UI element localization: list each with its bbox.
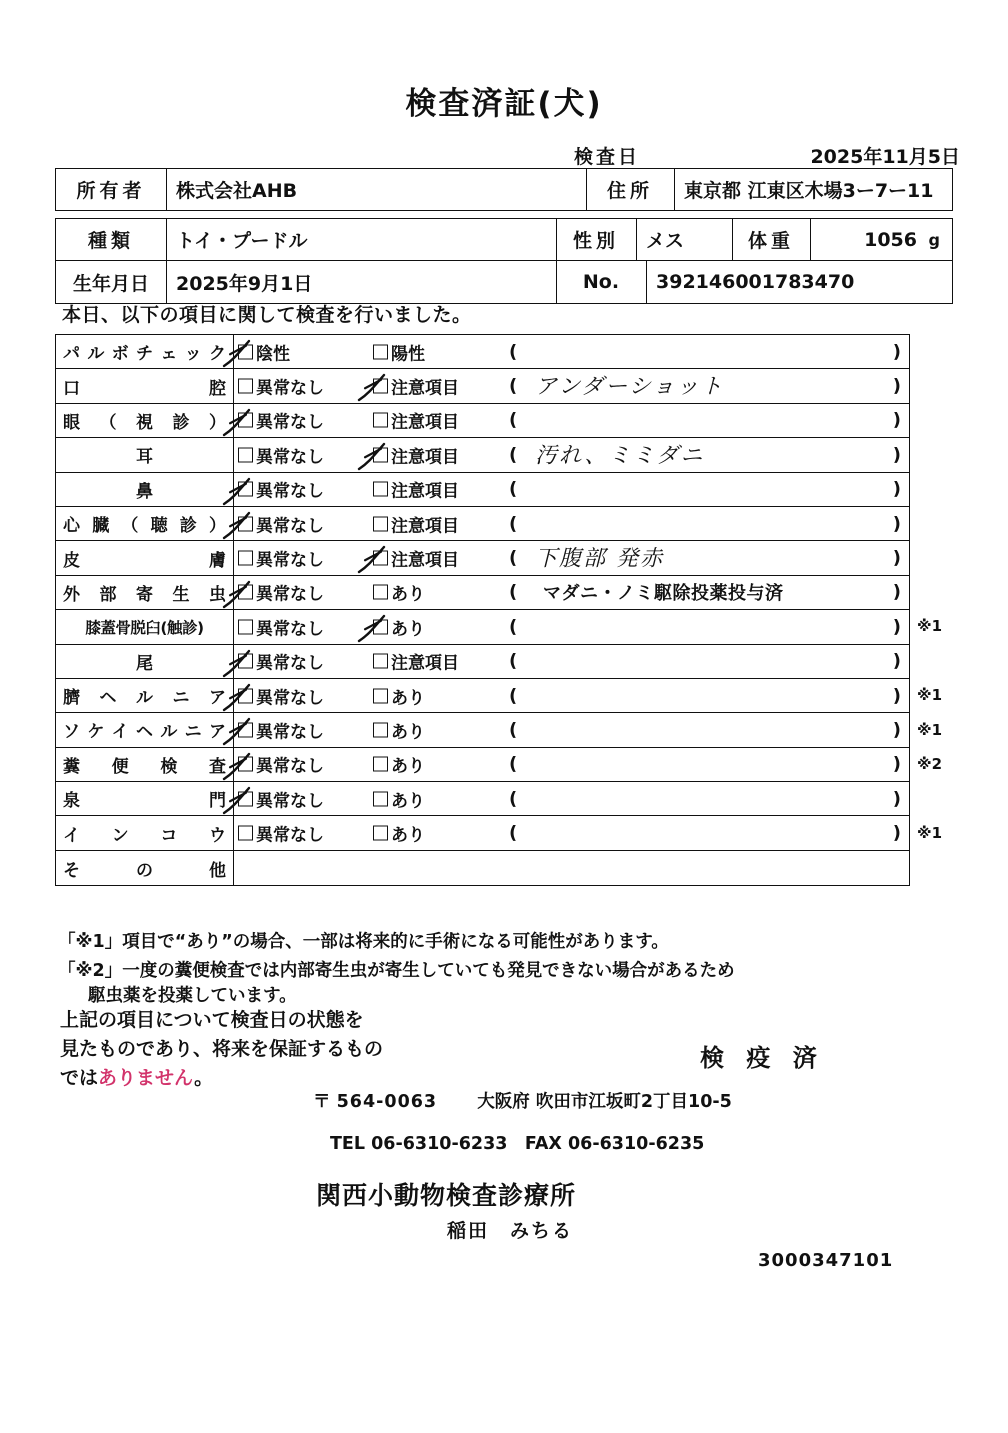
footnote-1: 「※1」項目で“あり”の場合、一部は将来的に手術になる可能性があります。	[58, 932, 669, 952]
disclaimer-line-3-suffix: 。	[194, 1067, 214, 1089]
checkbox-option-2[interactable]	[373, 580, 425, 605]
checkbox-option-2-label: 注意項目	[391, 516, 459, 537]
checkbox-icon[interactable]	[373, 619, 388, 634]
checklist-row	[56, 473, 909, 507]
checkbox-option-1[interactable]	[238, 408, 324, 433]
note-paren-right: )	[892, 753, 901, 775]
checkbox-icon[interactable]	[373, 722, 388, 737]
note-paren-left: (	[509, 478, 518, 500]
checkbox-icon[interactable]	[238, 551, 253, 566]
checklist-row	[56, 541, 909, 575]
checkbox-option-1[interactable]	[238, 614, 324, 639]
registration-no-label: No.	[582, 271, 620, 293]
note-paren-left: (	[509, 719, 518, 741]
note-paren-right: )	[892, 375, 901, 397]
serial-number: 3000347101	[758, 1250, 894, 1271]
checklist-row-label: 糞 便 検 査	[63, 756, 226, 777]
note-paren-left: (	[509, 513, 518, 535]
checklist-row-label: パ ル ボ チ ェ ッ ク	[63, 344, 226, 365]
checkbox-icon[interactable]	[238, 516, 253, 531]
weight-label: 体重	[747, 230, 794, 252]
checklist-row-label: 鼻	[136, 481, 153, 502]
note-paren-left: (	[509, 409, 518, 431]
checkbox-icon[interactable]	[238, 722, 253, 737]
owner-row	[55, 168, 953, 211]
birthdate-label: 生年月日	[72, 272, 149, 295]
checkbox-option-1-label: 異常なし	[256, 550, 324, 571]
exam-date-label: 検査日	[574, 146, 641, 168]
note-paren-left: (	[509, 788, 518, 810]
checklist-row-label: イ ン コ ウ	[63, 825, 226, 846]
note-paren-right: )	[892, 650, 901, 672]
note-paren-right: )	[892, 685, 901, 707]
checklist-row-label: 尾	[136, 653, 153, 674]
checklist-row	[56, 782, 909, 816]
checkbox-option-1-label: 異常なし	[256, 378, 324, 399]
checkbox-option-2-label: 注意項目	[391, 481, 459, 502]
disclaimer-line-3	[60, 1063, 213, 1090]
checkbox-icon[interactable]	[373, 413, 388, 428]
checkbox-option-2-label: あり	[391, 756, 425, 777]
owner-value: 株式会社AHB	[176, 180, 298, 202]
checklist-options	[233, 851, 909, 885]
checkbox-option-2[interactable]	[373, 649, 459, 674]
address-value: 東京都 江東区木場3ー7ー11	[684, 180, 934, 202]
checkbox-option-2-label: あり	[391, 584, 425, 605]
checklist-options	[233, 404, 909, 437]
note-paren-right: )	[892, 822, 901, 844]
inspection-checklist-table	[55, 334, 910, 886]
breed-label: 種類	[87, 230, 134, 252]
breed-value: トイ・プードル	[176, 230, 308, 252]
checkbox-icon[interactable]	[373, 447, 388, 462]
note-paren-right: )	[892, 478, 901, 500]
birthdate-value: 2025年9月1日	[176, 272, 313, 295]
checkbox-option-2[interactable]	[373, 374, 459, 399]
checkbox-option-1-label: 異常なし	[256, 481, 324, 502]
checklist-row	[56, 851, 909, 885]
checklist-options	[233, 782, 909, 815]
checklist-row-label: 口 腔	[63, 378, 226, 399]
weight-value: 1056	[864, 228, 917, 251]
clinic-postal-code: 564-0063	[336, 1092, 438, 1112]
checkbox-option-2[interactable]	[373, 442, 459, 467]
checkbox-option-1-label: 異常なし	[256, 516, 324, 537]
checklist-row	[56, 713, 909, 747]
checkbox-icon[interactable]	[238, 757, 253, 772]
checkbox-option-2[interactable]	[373, 717, 425, 742]
handwritten-note: 下腹部 発赤	[535, 546, 664, 572]
checklist-options	[233, 713, 909, 746]
note-paren-right: )	[892, 409, 901, 431]
checklist-options	[233, 576, 909, 609]
checkbox-option-2-label: 陽性	[391, 344, 425, 365]
checkbox-icon[interactable]	[373, 826, 388, 841]
checkbox-icon[interactable]	[238, 413, 253, 428]
clinic-name: 関西小動物検査診療所	[316, 1181, 577, 1210]
checklist-row-label: そ の 他	[63, 860, 226, 881]
checklist-row	[56, 369, 909, 403]
checkbox-option-1-label: 異常なし	[256, 722, 324, 743]
disclaimer-line-3-prefix: では	[60, 1067, 99, 1089]
checkbox-option-2[interactable]	[373, 408, 459, 433]
checklist-row-label: 膝蓋骨脱臼(触診)	[85, 618, 204, 637]
postal-mark-icon: 〒	[313, 1092, 331, 1112]
footnote-marker: ※1	[917, 720, 943, 739]
checkbox-icon[interactable]	[238, 379, 253, 394]
checklist-options	[233, 645, 909, 678]
checklist-options	[233, 507, 909, 540]
checklist-row-label: 泉 門	[63, 791, 226, 812]
checkbox-icon[interactable]	[373, 654, 388, 669]
checkbox-icon[interactable]	[238, 688, 253, 703]
footnote-marker: ※1	[917, 823, 943, 842]
checkbox-option-1[interactable]	[238, 339, 290, 364]
address-label: 住所	[606, 180, 653, 202]
checklist-row	[56, 645, 909, 679]
checkbox-option-1-label: 陰性	[256, 344, 290, 365]
checkbox-icon[interactable]	[238, 826, 253, 841]
checkbox-option-2-label: 注意項目	[391, 653, 459, 674]
checkbox-option-1[interactable]	[238, 511, 324, 536]
checklist-row	[56, 438, 909, 472]
checkbox-option-2-label: あり	[391, 619, 425, 640]
note-paren-left: (	[509, 753, 518, 775]
checklist-options	[233, 335, 909, 368]
checkbox-option-1[interactable]	[238, 477, 324, 502]
checkbox-option-2[interactable]	[373, 821, 425, 846]
checkbox-option-2-label: あり	[391, 791, 425, 812]
footnote-3: 駆虫薬を投薬しています。	[88, 986, 297, 1006]
note-paren-left: (	[509, 822, 518, 844]
checkbox-option-1-label: 異常なし	[256, 584, 324, 605]
checkbox-icon[interactable]	[238, 447, 253, 462]
printed-note: マダニ・ノミ駆除投薬投与済	[543, 583, 784, 605]
note-paren-right: )	[892, 788, 901, 810]
checkbox-icon[interactable]	[238, 482, 253, 497]
checklist-options	[233, 369, 909, 402]
checkbox-icon[interactable]	[373, 757, 388, 772]
checkbox-option-2-label: あり	[391, 825, 425, 846]
handwritten-note: アンダーショット	[535, 374, 725, 400]
exam-date-row	[560, 142, 960, 166]
note-paren-left: (	[509, 375, 518, 397]
checkbox-option-1[interactable]	[238, 442, 324, 467]
birthdate-row	[55, 261, 953, 304]
checkbox-icon[interactable]	[373, 585, 388, 600]
clinic-contact: TEL 06-6310-6233 FAX 06-6310-6235	[330, 1134, 705, 1154]
checklist-row-label: 耳	[136, 447, 153, 468]
checkbox-icon[interactable]	[238, 654, 253, 669]
checklist-row-label: 心 臓 （ 聴 診 ）	[63, 516, 226, 537]
checkbox-icon[interactable]	[373, 344, 388, 359]
checklist-row	[56, 576, 909, 610]
checkbox-option-2[interactable]	[373, 683, 425, 708]
checkbox-icon[interactable]	[373, 516, 388, 531]
quarantine-stamp: 検 疫 済	[700, 1044, 824, 1072]
checkbox-icon[interactable]	[373, 688, 388, 703]
checkbox-icon[interactable]	[373, 791, 388, 806]
checkbox-option-1-label: 異常なし	[256, 825, 324, 846]
note-paren-left: (	[509, 650, 518, 672]
checkbox-option-1[interactable]	[238, 580, 324, 605]
note-paren-left: (	[509, 616, 518, 638]
disclaimer-emphasis: ありません	[98, 1067, 195, 1089]
checkbox-icon[interactable]	[373, 551, 388, 566]
checkbox-icon[interactable]	[238, 585, 253, 600]
checkbox-option-1[interactable]	[238, 717, 324, 742]
checklist-options	[233, 610, 909, 643]
checkbox-option-1-label: 異常なし	[256, 412, 324, 433]
handwritten-note: 汚れ、ミミダニ	[535, 443, 705, 469]
checkbox-icon[interactable]	[373, 482, 388, 497]
disclaimer-line-2: 見たものであり、将来を保証するもの	[60, 1038, 384, 1060]
page-title: 検査済証(犬)	[405, 86, 603, 122]
checkbox-option-1-label: 異常なし	[256, 653, 324, 674]
owner-label: 所有者	[76, 180, 146, 202]
note-paren-right: )	[892, 581, 901, 603]
note-paren-right: )	[892, 547, 901, 569]
note-paren-right: )	[892, 513, 901, 535]
note-paren-left: (	[509, 685, 518, 707]
checkbox-option-1[interactable]	[238, 649, 324, 674]
note-paren-left: (	[509, 581, 518, 603]
checklist-options	[233, 541, 909, 574]
clinic-address-line	[313, 1088, 732, 1113]
intro-text: 本日、以下の項目に関して検査を行いました。	[62, 304, 472, 326]
checkbox-option-2-label: あり	[391, 722, 425, 743]
sex-label: 性別	[572, 230, 619, 252]
checkbox-option-2-label: 注意項目	[391, 550, 459, 571]
checklist-row-label: ソ ケ イ ヘ ル ニ ア	[63, 722, 226, 743]
checklist-options	[233, 473, 909, 506]
checkbox-option-2[interactable]	[373, 786, 425, 811]
note-paren-right: )	[892, 341, 901, 363]
footnote-marker: ※1	[917, 617, 943, 636]
checkbox-option-1-label: 異常なし	[256, 619, 324, 640]
checkbox-option-1[interactable]	[238, 683, 324, 708]
footnote-2: 「※2」一度の糞便検査では内部寄生虫が寄生していても発見できない場合があるため	[58, 961, 735, 981]
checkbox-icon[interactable]	[238, 344, 253, 359]
checkbox-option-2[interactable]	[373, 546, 459, 571]
footnote-marker: ※2	[917, 755, 943, 773]
checklist-row-label: 皮 膚	[63, 550, 226, 571]
checkbox-option-2-label: 注意項目	[391, 412, 459, 433]
checkbox-option-1-label: 異常なし	[256, 756, 324, 777]
note-paren-left: (	[509, 547, 518, 569]
checkbox-option-2[interactable]	[373, 511, 459, 536]
checklist-options	[233, 816, 909, 849]
checkbox-option-1[interactable]	[238, 786, 324, 811]
checkbox-option-2-label: あり	[391, 688, 425, 709]
checkbox-option-2[interactable]	[373, 752, 425, 777]
checklist-row	[56, 748, 909, 782]
checkbox-icon[interactable]	[373, 379, 388, 394]
checklist-row-label: 臍 ヘ ル ニ ア	[63, 688, 226, 709]
checklist-row	[56, 610, 909, 644]
checkbox-option-1[interactable]	[238, 374, 324, 399]
note-paren-right: )	[892, 719, 901, 741]
checkbox-option-2[interactable]	[373, 339, 425, 364]
note-paren-right: )	[892, 444, 901, 466]
disclaimer-line-1: 上記の項目について検査日の状態を	[60, 1009, 364, 1031]
checkbox-option-1-label: 異常なし	[256, 791, 324, 812]
checklist-row-label: 外 部 寄 生 虫	[63, 584, 226, 605]
checklist-row	[56, 404, 909, 438]
footnote-marker: ※1	[917, 686, 943, 705]
sex-value: メス	[646, 230, 685, 252]
info-table	[55, 168, 953, 304]
checklist-row	[56, 679, 909, 713]
checklist-options	[233, 748, 909, 781]
breed-row	[55, 218, 953, 261]
checkbox-option-1-label: 異常なし	[256, 447, 324, 468]
checkbox-option-2[interactable]	[373, 614, 425, 639]
checklist-row	[56, 335, 909, 369]
registration-no-value: 392146001783470	[656, 271, 855, 293]
checkbox-option-1[interactable]	[238, 821, 324, 846]
checkbox-option-2[interactable]	[373, 477, 459, 502]
checkbox-option-1[interactable]	[238, 752, 324, 777]
checkbox-icon[interactable]	[238, 619, 253, 634]
checkbox-option-1-label: 異常なし	[256, 688, 324, 709]
veterinarian-name: 稲田 みちる	[447, 1220, 574, 1242]
note-paren-left: (	[509, 444, 518, 466]
clinic-address: 大阪府 吹田市江坂町2丁目10-5	[477, 1092, 732, 1112]
checklist-options	[233, 438, 909, 471]
checklist-row-label: 眼 （ 視 診 ）	[63, 412, 226, 433]
exam-date-value: 2025年11月5日	[810, 146, 960, 168]
checklist-options	[233, 679, 909, 712]
note-paren-left: (	[509, 341, 518, 363]
checklist-row	[56, 816, 909, 850]
weight-unit: g	[928, 230, 940, 249]
checkbox-icon[interactable]	[238, 791, 253, 806]
checkbox-option-1[interactable]	[238, 546, 324, 571]
checkbox-option-2-label: 注意項目	[391, 447, 459, 468]
note-paren-right: )	[892, 616, 901, 638]
checkbox-option-2-label: 注意項目	[391, 378, 459, 399]
checklist-row	[56, 507, 909, 541]
